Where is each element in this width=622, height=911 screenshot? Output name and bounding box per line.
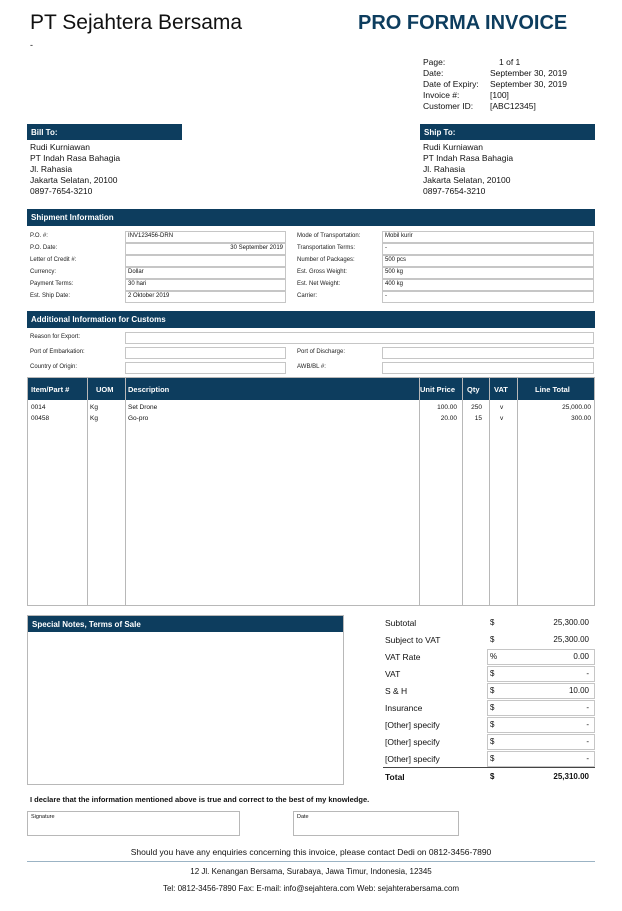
signature-label: Signature (31, 814, 55, 820)
meta-value: 1 of 1 (499, 57, 521, 67)
ship-to-header: Ship To: (420, 124, 595, 140)
total-label: Total (385, 772, 405, 782)
row-vat: v (500, 415, 504, 422)
country-origin-label: Country of Origin: (30, 364, 78, 370)
special-notes-box[interactable] (27, 615, 344, 785)
awb-field[interactable] (382, 362, 594, 374)
ship-to-line: Rudi Kurniawan (423, 142, 484, 152)
insurance-value: - (586, 703, 589, 712)
carrier-field[interactable]: - (382, 291, 594, 303)
port-discharge-field[interactable] (382, 347, 594, 359)
meta-label: Customer ID: (423, 101, 474, 111)
col-divider (489, 378, 490, 605)
subject-to-vat-value: 25,300.00 (553, 635, 589, 644)
port-embarkation-label: Port of Embarkation: (30, 349, 85, 355)
net-weight-field[interactable]: 400 kg (382, 279, 594, 291)
vat-rate-label: VAT Rate (385, 652, 421, 662)
date-label: Date (297, 814, 309, 820)
vat-rate-value: 0.00 (573, 652, 589, 661)
ship-date-label: Est. Ship Date: (30, 293, 71, 299)
row-uom: Kg (90, 404, 98, 411)
meta-value: September 30, 2019 (490, 68, 568, 78)
header-dash: - (30, 40, 33, 50)
col-qty: Qty (467, 385, 480, 394)
other-currency: $ (490, 754, 495, 763)
row-uom: Kg (90, 415, 98, 422)
total-divider (383, 767, 595, 768)
footer-divider (27, 861, 595, 862)
port-embarkation-field[interactable] (125, 347, 286, 359)
row-unit-price: 20.00 (440, 415, 457, 422)
col-description: Description (128, 385, 170, 394)
letter-of-credit-field[interactable] (125, 255, 286, 267)
shipment-header: Shipment Information (27, 209, 595, 226)
bill-to-header: Bill To: (27, 124, 182, 140)
subtotal-label: Subtotal (385, 618, 417, 628)
document-title: PRO FORMA INVOICE (358, 12, 568, 34)
col-divider (419, 378, 420, 605)
subject-to-vat-label: Subject to VAT (385, 635, 441, 645)
transport-mode-label: Mode of Transportation: (297, 233, 361, 239)
meta-value: September 30, 2019 (490, 79, 568, 89)
bill-to-line: Jakarta Selatan, 20100 (30, 175, 118, 185)
ship-to-address (423, 142, 513, 197)
col-part: Item/Part # (31, 385, 70, 394)
bill-to-line: PT Indah Rasa Bahagia (30, 153, 121, 163)
packages-field[interactable]: 500 pcs (382, 255, 594, 267)
other-label: [Other] specify (385, 720, 440, 730)
subtotal-value: 25,300.00 (553, 618, 589, 627)
date-box[interactable] (293, 811, 459, 836)
total-value: 25,310.00 (553, 772, 589, 781)
other-value: - (586, 720, 589, 729)
row-line-total: 25,000.00 (562, 404, 591, 411)
vat-currency: $ (490, 669, 495, 678)
vat-rate-percent: % (490, 652, 498, 661)
letter-of-credit-label: Letter of Credit #: (30, 257, 77, 263)
meta-label: Date: (423, 68, 444, 78)
signature-box[interactable] (27, 811, 240, 836)
transport-mode-field[interactable]: Mobil kurir (382, 231, 594, 243)
footer-contact: Tel: 0812-3456-7890 Fax: E-mail: info@sejahtera.com Web: sejahterabersama.com (162, 884, 460, 893)
items-table (27, 377, 595, 606)
sh-value: 10.00 (568, 686, 589, 695)
col-vat: VAT (494, 385, 508, 394)
row-unit-price: 100.00 (437, 404, 457, 411)
bill-to-line: 0897-7654-3210 (30, 186, 93, 196)
currency-field[interactable]: Dollar (125, 267, 286, 279)
subject-to-vat-currency: $ (490, 635, 495, 644)
insurance-label: Insurance (385, 703, 423, 713)
ship-to-line: Jl. Rahasia (423, 164, 466, 174)
ship-to-line: Jakarta Selatan, 20100 (423, 175, 511, 185)
meta-label: Page: (423, 57, 446, 67)
declaration-text: I declare that the information mentioned above is true and correct to the best of my knowledge. (30, 795, 370, 804)
other-value: - (586, 737, 589, 746)
bill-to-line: Rudi Kurniawan (30, 142, 91, 152)
reason-export-field[interactable] (125, 332, 594, 344)
col-divider (462, 378, 463, 605)
gross-weight-label: Est. Gross Weight: (297, 269, 347, 275)
ship-to-line: 0897-7654-3210 (423, 186, 486, 196)
carrier-label: Carrier: (297, 293, 318, 299)
col-line-total: Line Total (535, 385, 570, 394)
col-divider (125, 378, 126, 605)
col-unit-price: Unit Price (420, 385, 456, 394)
col-divider (517, 378, 518, 605)
other-currency: $ (490, 720, 495, 729)
awb-label: AWB/BL #: (297, 364, 326, 370)
subtotal-currency: $ (490, 618, 495, 627)
row-qty: 15 (474, 415, 482, 422)
row-vat: v (500, 404, 504, 411)
gross-weight-field[interactable]: 500 kg (382, 267, 594, 279)
po-date-field[interactable]: 30 September 2019 (125, 243, 286, 255)
col-uom: UOM (96, 385, 114, 394)
meta-value: [100] (490, 90, 509, 100)
vat-value: - (586, 669, 589, 678)
row-description: Go-pro (128, 415, 149, 422)
sh-currency: $ (490, 686, 495, 695)
row-qty: 250 (471, 404, 482, 411)
port-discharge-label: Port of Discharge: (297, 349, 346, 355)
customs-header: Additional Information for Customs (27, 311, 595, 328)
row-line-total: 300.00 (571, 415, 591, 422)
row-part: 00458 (31, 415, 50, 422)
meta-label: Date of Expiry: (423, 79, 479, 89)
meta-value: [ABC12345] (490, 101, 536, 111)
meta-label: Invoice #: (423, 90, 460, 100)
currency-label: Currency: (30, 269, 57, 275)
country-origin-field[interactable] (125, 362, 286, 374)
insurance-currency: $ (490, 703, 495, 712)
col-divider (87, 378, 88, 605)
special-notes-header: Special Notes, Terms of Sale (28, 616, 343, 632)
footer-enquiry: Should you have any enquiries concerning this invoice, please contact Dedi on 0812-3456-7890 (130, 847, 492, 857)
po-date-label: P.O. Date: (30, 245, 58, 251)
po-number-label: P.O. #: (30, 233, 48, 239)
invoice-meta (423, 57, 613, 112)
other-currency: $ (490, 737, 495, 746)
other-label: [Other] specify (385, 737, 440, 747)
transport-terms-field[interactable]: - (382, 243, 594, 255)
vat-label: VAT (385, 669, 401, 679)
total-currency: $ (490, 772, 495, 781)
row-description: Set Drone (128, 404, 158, 411)
ship-date-field[interactable]: 2 Oktober 2019 (125, 291, 286, 303)
po-number-field[interactable]: INV123456-DRN (125, 231, 286, 243)
reason-export-label: Reason for Export: (30, 334, 81, 340)
company-name: PT Sejahtera Bersama (30, 11, 243, 34)
other-label: [Other] specify (385, 754, 440, 764)
packages-label: Number of Packages: (297, 257, 355, 263)
net-weight-label: Est. Net Weight: (297, 281, 341, 287)
bill-to-address (30, 142, 120, 197)
payment-terms-label: Payment Terms: (30, 281, 74, 287)
ship-to-line: PT Indah Rasa Bahagia (423, 153, 514, 163)
bill-to-line: Jl. Rahasia (30, 164, 73, 174)
other-value: - (586, 754, 589, 763)
transport-terms-label: Transportation Terms: (297, 245, 356, 251)
footer-address: 12 Jl. Kenangan Bersama, Surabaya, Jawa Timur, Indonesia, 12345 (190, 867, 432, 876)
row-part: 0014 (31, 404, 46, 411)
sh-label: S & H (385, 686, 408, 696)
payment-terms-field[interactable]: 30 hari (125, 279, 286, 291)
